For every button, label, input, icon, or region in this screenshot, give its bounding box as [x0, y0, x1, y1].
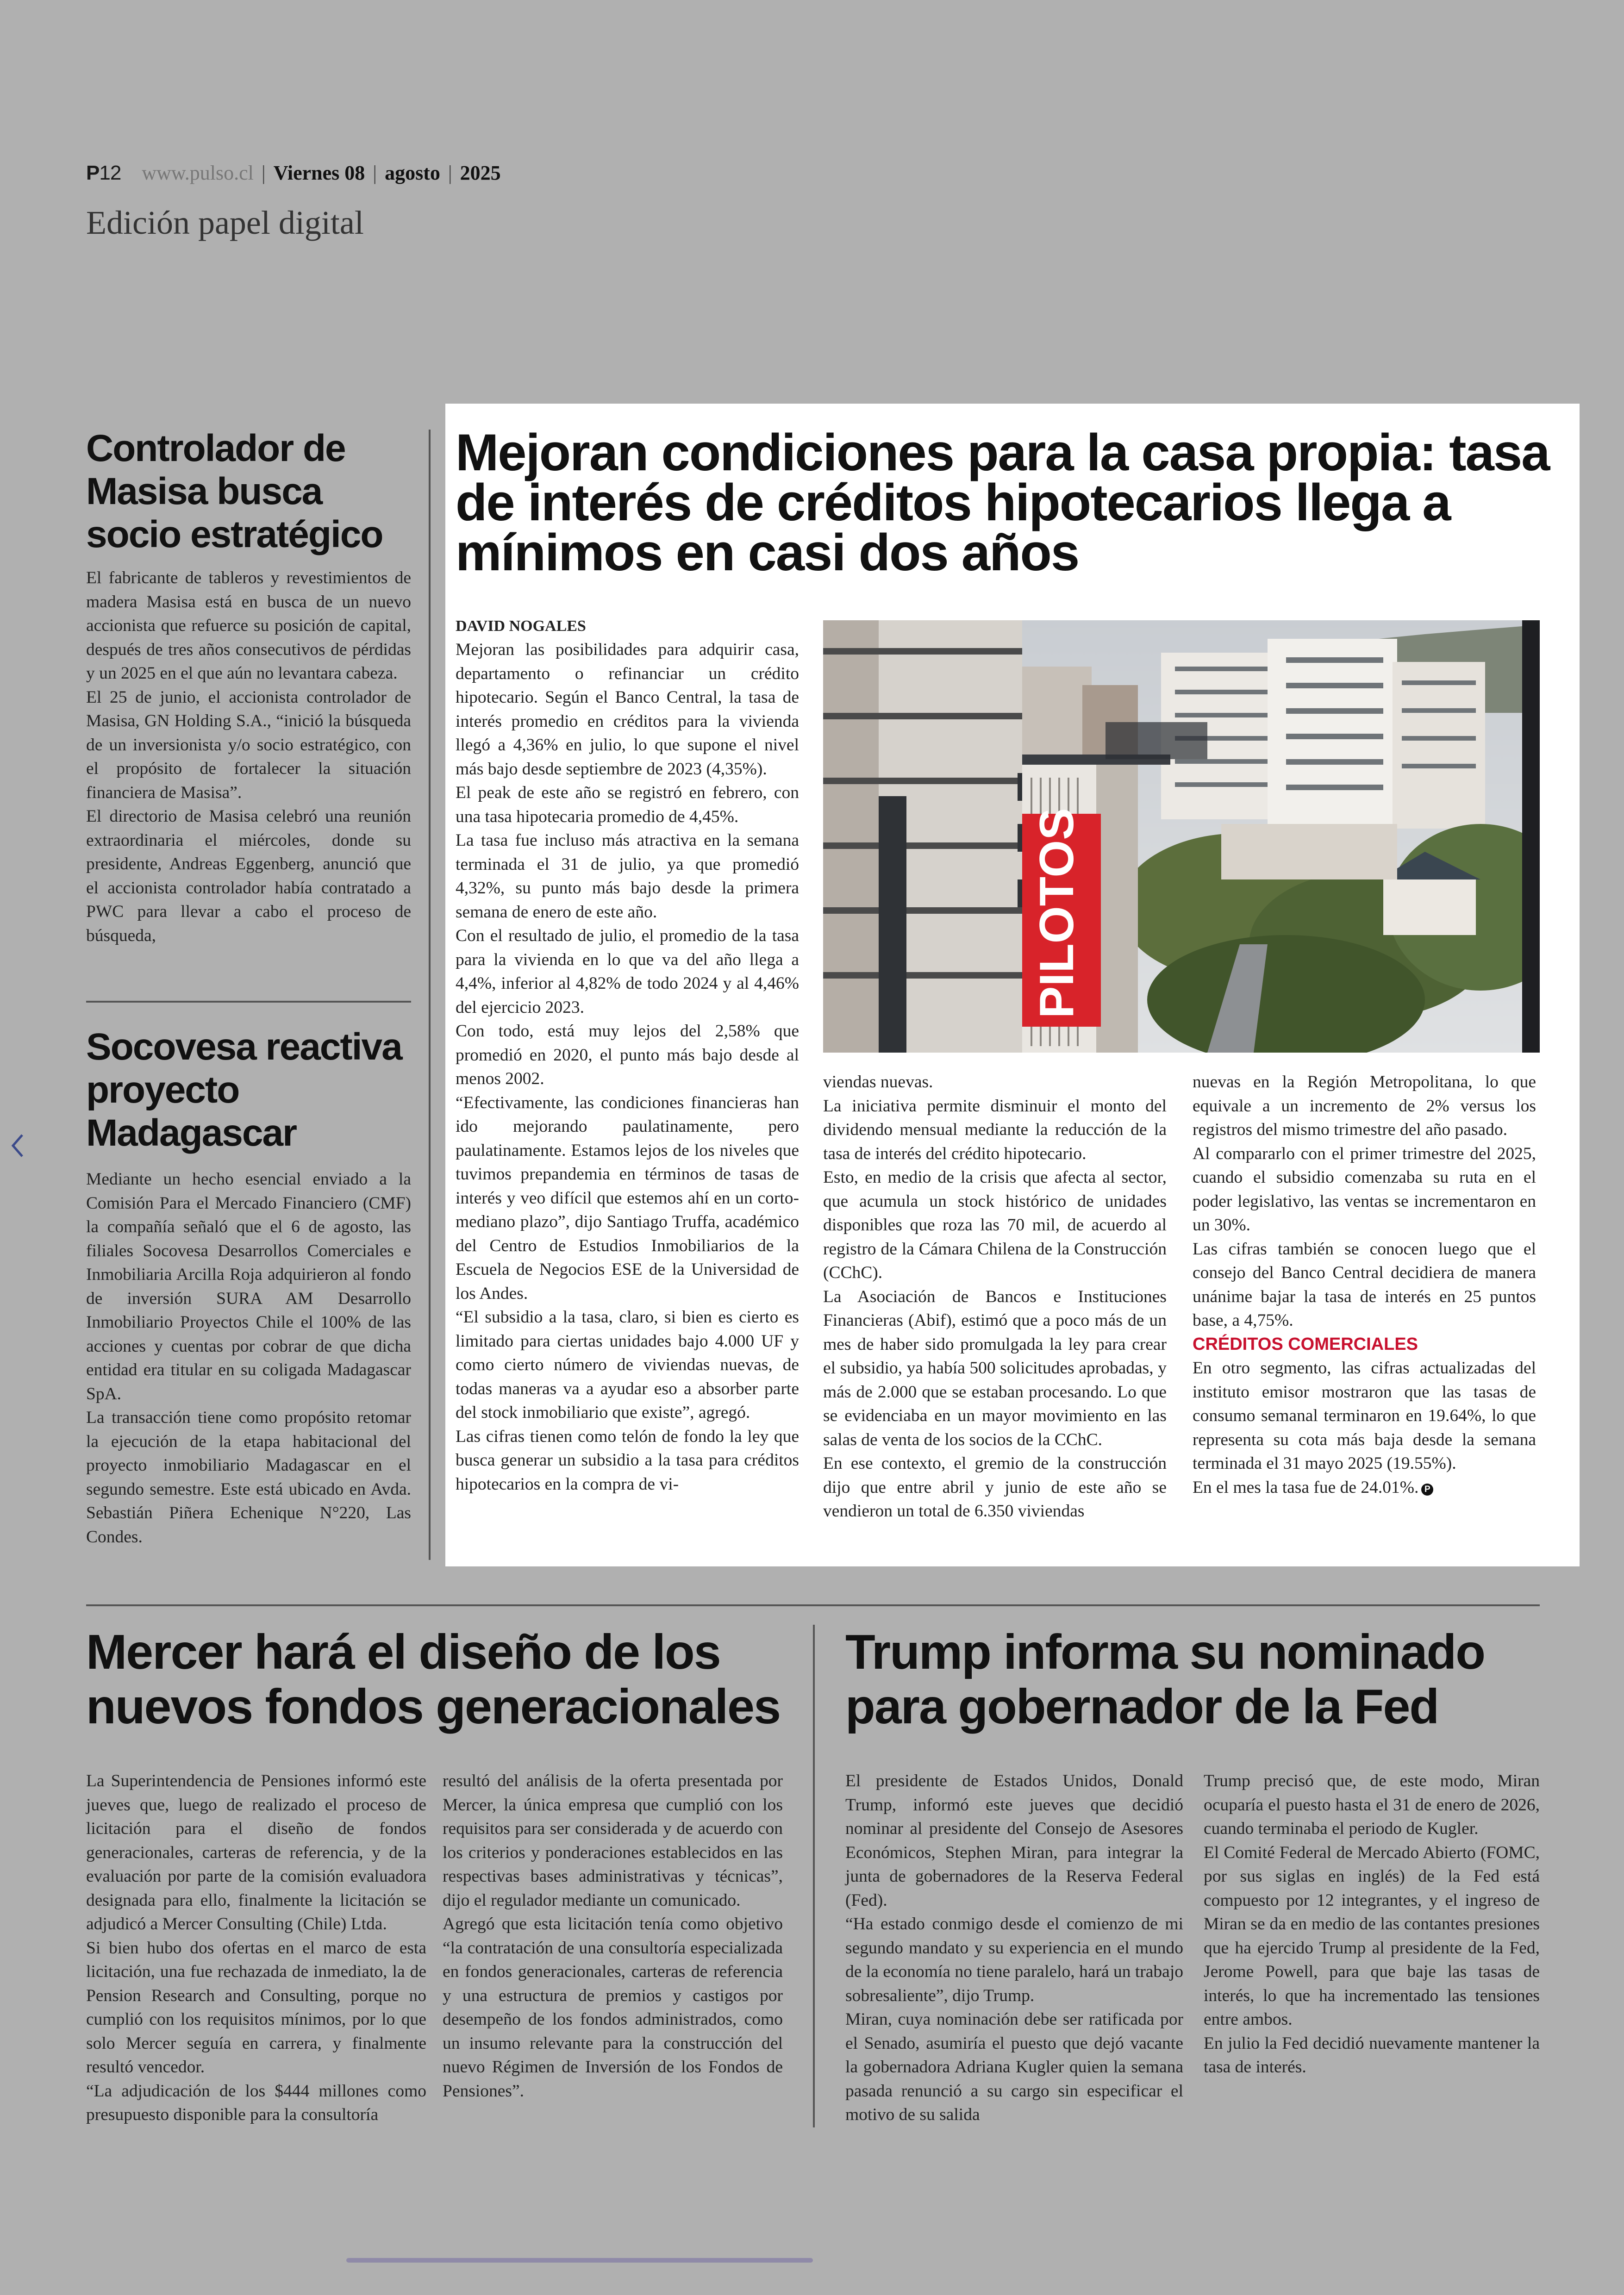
page-label: P12 [86, 162, 121, 184]
pulso-logo-icon: P [1421, 1484, 1433, 1496]
paragraph: La Superintendencia de Pensiones informó este jueves que, luego de realizado el proceso de licitación para el diseño de fondos generacionales, carteras de referencia, y de la evaluación por parte de la comisión evaluadora designada para ello, finalmente la licitación se adjudicó a Mercer Consulting (Chile) Ltda. [86, 1771, 426, 1933]
paragraph: Trump precisó que, de este modo, Miran ocuparía el puesto hasta el 31 de enero de 2026, cuando terminaba el periodo de Kugler. [1204, 1771, 1540, 1838]
paragraph: “La adjudicación de los $444 millones como presupuesto disponible para la consultoría [86, 2081, 426, 2124]
paragraph [1193, 1476, 1536, 1500]
paragraph: Miran, cuya nominación debe ser ratificada por el Senado, asumiría el puesto que dejó vacante la gobernadora Adriana Kugler quien la semana pasada renunció a su cargo sin especificar el motivo de su salida [845, 2010, 1183, 2124]
paragraph: El fabricante de tableros y revestimientos de madera Masisa está en busca de un nuevo accionista que refuerce su posición de capital, después de tres años consecutivos de pérdidas y un 2025 en el que aún no levantara cabeza. [86, 568, 411, 683]
paragraph: Al compararlo con el primer trimestre del 2025, cuando el subsidio comenzaba su ruta en el poder legislativo, las ventas se incrementaron en un 30%. [1193, 1144, 1536, 1235]
feature-column-3 [1193, 1070, 1536, 1499]
header-separator: | [261, 162, 266, 184]
site-url[interactable]: www.pulso.cl [142, 162, 254, 184]
header-day: Viernes 08 [273, 162, 365, 184]
feature-photo [823, 620, 1540, 1053]
paragraph: En julio la Fed decidió nuevamente mantener la tasa de interés. [1204, 2033, 1540, 2077]
pilotos-sign: PILOTOS [1030, 808, 1084, 1018]
paragraph: El peak de este año se registró en febrero, con una tasa hipotecaria promedio de 4,45%. [456, 783, 799, 826]
paragraph: Las cifras también se conocen luego que el consejo del Banco Central decidiera de manera unánime bajar la tasa de interés en 25 puntos base, a 4,75%. [1193, 1239, 1536, 1330]
paragraph: Mediante un hecho esencial enviado a la Comisión Para el Mercado Financiero (CMF) la compañía señaló que el 6 de agosto, las filiales Socovesa Desarrollos Comerciales e Inmobiliaria Arcilla Roja adquirieron al fondo de inversión SURA AM Desarrollo Inmobiliario Proyectos Chile el 100% de las acciones y cuentas por cobrar de que dicha entidad era titular en su coligada Madagascar SpA. [86, 1170, 411, 1403]
paragraph: viendas nuevas. [823, 1073, 933, 1091]
story-mercer-column-1 [86, 1769, 426, 2127]
divider [813, 1625, 815, 2127]
horizontal-scrollbar[interactable] [346, 2258, 813, 2263]
story-mercer-column-2 [443, 1769, 783, 2103]
divider [429, 430, 431, 1560]
page-header [86, 161, 501, 185]
story-title: Trump informa su nominado para gobernador de la Fed [845, 1625, 1485, 1734]
chevron-left-icon[interactable] [8, 1129, 27, 1162]
paragraph: “Ha estado conmigo desde el comienzo de mi segundo mandato y su experiencia en el mundo de la economía no tiene paralelo, hará un trabajo sobresaliente”, dijo Trump. [845, 1915, 1183, 2005]
paragraph: Con el resultado de julio, el promedio de la tasa para la vivienda en lo que va del año llega a 4,4%, inferior al 4,82% de todo 2024 y al 4,46% del ejercicio 2023. [456, 926, 799, 1017]
header-year: 2025 [460, 162, 501, 184]
story-trump-column-1 [845, 1769, 1183, 2127]
paragraph: La Asociación de Bancos e Instituciones Financieras (Abif), estimó que a poco más de un mes de haber sido promulgada la ley para crear el subsidio, ya había 500 solicitudes aprobadas, y más de 2.000 que se estaban procesando. Lo que se evidenciaba en un mayor movimiento en las salas de venta de los socios de la CChC. [823, 1287, 1167, 1449]
header-separator: | [448, 162, 452, 184]
paragraph: El presidente de Estados Unidos, Donald Trump, informó este jueves que decidió nominar al presidente del Consejo de Asesores Económicos, Stephen Miran, para integrar la junta de gobernadores de la Reserva Federal (Fed). [845, 1771, 1183, 1910]
paragraph: Las cifras tienen como telón de fondo la ley que busca generar un subsidio a la tasa para créditos hipotecarios en la compra de vi- [456, 1427, 799, 1494]
paragraph: “Efectivamente, las condiciones financieras han ido mejorando paulatinamente, pero paulatinamente. Estamos lejos de los niveles que tuvimos prepandemia en términos de tasas de interés y veo difícil que estemos ahí en un corto-mediano plazo”, dijo Santiago Truffa, académico del Centro de Estudios Inmobiliarios de la Escuela de Negocios ESE de la Universidad de los Andes. [456, 1093, 799, 1303]
paragraph: En ese contexto, el gremio de la construcción dijo que entre abril y junio de este año se vendieron un total de 6.350 viviendas [823, 1454, 1167, 1521]
story-title: Socovesa reactiva proyecto Madagascar [86, 1026, 402, 1154]
paragraph: Esto, en medio de la crisis que afecta al sector, que acumula un stock histórico de unidades disponibles que roza las 70 mil, de acuerdo al registro de la Cámara Chilena de la Construcción (CChC). [823, 1168, 1167, 1282]
paragraph: “El subsidio a la tasa, claro, si bien es cierto es limitado para ciertas unidades bajo 4.000 UF y como cierto número de viviendas nuevas, de todas maneras va a ayudar eso a absorber parte del stock inmobiliario que existe”, agregó. [456, 1308, 799, 1422]
feature-title: Mejoran condiciones para la casa propia: tasa de interés de créditos hipotecarios llega a mínimos en casi dos años [456, 424, 1549, 581]
story-mercer-header [86, 1625, 799, 1734]
edition-label: Edición papel digital [86, 204, 364, 241]
story-body [86, 1167, 411, 1549]
divider [86, 1001, 411, 1003]
paragraph: El 25 de junio, el accionista controlador de Masisa, GN Holding S.A., “inició la búsqueda de un inversionista y/o socio estratégico, con el propósito de fortalecer la situación financiera de Masisa”. [86, 687, 411, 802]
feature-column-2 [823, 1070, 1167, 1523]
header-month: agosto [385, 162, 440, 184]
story-title: Controlador de Masisa busca socio estratégico [86, 427, 383, 555]
section-subhead: CRÉDITOS COMERCIALES [1193, 1334, 1418, 1354]
divider [86, 1604, 1540, 1606]
story-body [86, 566, 411, 948]
story-socovesa [86, 1025, 411, 1549]
paragraph: Mejoran las posibilidades para adquirir casa, departamento o refinanciar un crédito hipotecario. Según el Banco Central, la tasa de interés promedio en créditos para la vivienda llegó a 4,36% en julio, lo que supone el nivel más bajo desde septiembre de 2023 (4,35%). [456, 640, 799, 779]
paragraph: resultó del análisis de la oferta presentada por Mercer, la única empresa que cumplió con los requisitos para ser considerada y de acuerdo con los criterios y ponderaciones establecidos en las respectivas bases administrativas y técnicas”, dijo el regulador mediante un comunicado. [443, 1771, 783, 1910]
story-masisa [86, 427, 411, 948]
story-trump-header [845, 1625, 1540, 1734]
paragraph: La transacción tiene como propósito retomar la ejecución de la etapa habitacional del proyecto inmobiliario Madagascar en el segundo semestre. Este está ubicado en Avda. Sebastián Piñera Echenique N°220, Las Condes. [86, 1408, 411, 1547]
story-title: Mercer hará el diseño de los nuevos fondos generacionales [86, 1625, 781, 1734]
paragraph: Si bien hubo dos ofertas en el marco de esta licitación, una fue rechazada de inmediato, la de Pension Research and Consulting, porque no cumplió con los requisitos mínimos, por lo que solo Mercer seguía en carrera, y finalmente resultó vencedor. [86, 1938, 426, 2077]
header-separator: | [373, 162, 377, 184]
paragraph: La tasa fue incluso más atractiva en la semana terminada el 31 de julio, ya que promedió 4,32%, su punto más bajo desde la primera semana de enero de este año. [456, 831, 799, 922]
paragraph: El Comité Federal de Mercado Abierto (FOMC, por sus siglas en inglés) de la Fed está compuesto por 12 integrantes, y el ingreso de Miran se da en medio de las contantes presiones que ha ejercido Trump al presidente de la Fed, Jerome Powell, para que baje las tasas de interés, lo que ha incrementado las tensiones entre ambos. [1204, 1843, 1540, 2029]
paragraph: Con todo, está muy lejos del 2,58% que promedió en 2020, el punto más bajo desde al menos 2002. [456, 1022, 799, 1088]
feature-column-1 [456, 638, 799, 1496]
paragraph: nuevas en la Región Metropolitana, lo que equivale a un incremento de 2% versus los registros del mismo trimestre del año pasado. [1193, 1073, 1536, 1139]
story-trump-column-2 [1204, 1769, 1540, 2079]
paragraph: La iniciativa permite disminuir el monto del dividendo mensual mediante la reducción de la tasa de interés del crédito hipotecario. [823, 1096, 1167, 1163]
byline: DAVID NOGALES [456, 617, 586, 635]
paragraph: Agregó que esta licitación tenía como objetivo “la contratación de una consultoría especializada en fondos generacionales, carteras de referencia y una estructura de premios y castigos por desempeño de los fondos administrados, como un insumo relevante para la construcción del nuevo Régimen de Inversión de los Fondos de Pensiones”. [443, 1915, 783, 2101]
paragraph-text: En el mes la tasa fue de 24.01%. [1193, 1478, 1419, 1497]
paragraph: El directorio de Masisa celebró una reunión extraordinaria el miércoles, donde su presidente, Andreas Eggenberg, anunció que el accionista controlador había contratado a PWC para llevar a cabo el proceso de búsqueda, [86, 807, 411, 945]
feature-story [445, 404, 1580, 1566]
paragraph: En otro segmento, las cifras actualizadas del instituto emisor mostraron que las tasas de consumo semanal terminaron en 19.64%, lo que representa su cota más baja desde la semana terminada el 31 mayo 2025 (19.55%). [1193, 1359, 1536, 1473]
